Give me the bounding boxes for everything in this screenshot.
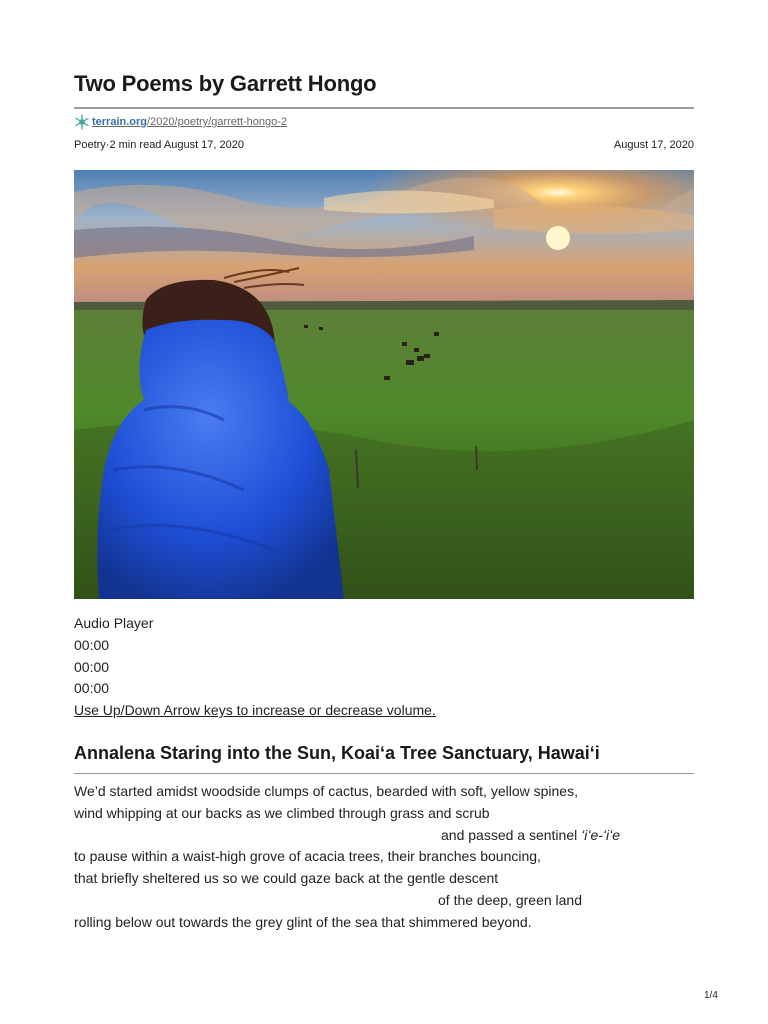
source-domain: terrain.org	[92, 116, 148, 128]
source-link[interactable]	[92, 116, 287, 128]
page-title: Two Poems by Garrett Hongo	[74, 71, 377, 96]
poem-line-hawaiian-word: ʻiʻe-ʻiʻe	[581, 826, 621, 843]
poem-line: We’d started amidst woodside clumps of cactus, bearded with soft, yellow spines,	[74, 783, 578, 799]
meta-category-readtime: Poetry·2 min read August 17, 2020	[74, 139, 244, 151]
poem-line: of the deep, green land	[438, 891, 583, 908]
poem-line: wind whipping at our backs as we climbed through grass and scrub	[74, 804, 490, 821]
snowflake-logo-icon	[74, 114, 90, 130]
poem-line: rolling below out towards the grey glint of the sea that shimmered beyond.	[74, 913, 532, 930]
article-meta	[74, 139, 694, 151]
meta-date: August 17, 2020	[613, 139, 694, 151]
poem-body	[74, 781, 694, 934]
volume-hint-link[interactable]: Use Up/Down Arrow keys to increase or decrease volume.	[74, 702, 436, 719]
title-divider	[74, 107, 694, 109]
audio-time-current: 00:00	[74, 636, 110, 653]
poem-title-divider	[74, 773, 694, 774]
source-row	[74, 113, 287, 131]
audio-player	[74, 613, 436, 722]
poem-line: to pause within a waist-high grove of acacia trees, their branches bouncing,	[74, 848, 541, 865]
audio-time-duration: 00:00	[74, 680, 110, 697]
poem-line	[74, 825, 694, 847]
poem-line: that briefly sheltered us so we could gaze back at the gentle descent	[74, 870, 499, 887]
poem-line-text: and passed a sentinel	[441, 826, 582, 843]
audio-time-elapsed: 00:00	[74, 658, 110, 675]
poem-title: Annalena Staring into the Sun, Koaiʻa Tree Sanctuary, Hawaiʻi	[74, 743, 600, 763]
source-path: /2020/poetry/garrett-hongo-2	[147, 116, 288, 128]
audio-player-label: Audio Player	[74, 615, 154, 631]
page-number: 1/4	[704, 990, 718, 1001]
hero-image	[74, 170, 694, 599]
